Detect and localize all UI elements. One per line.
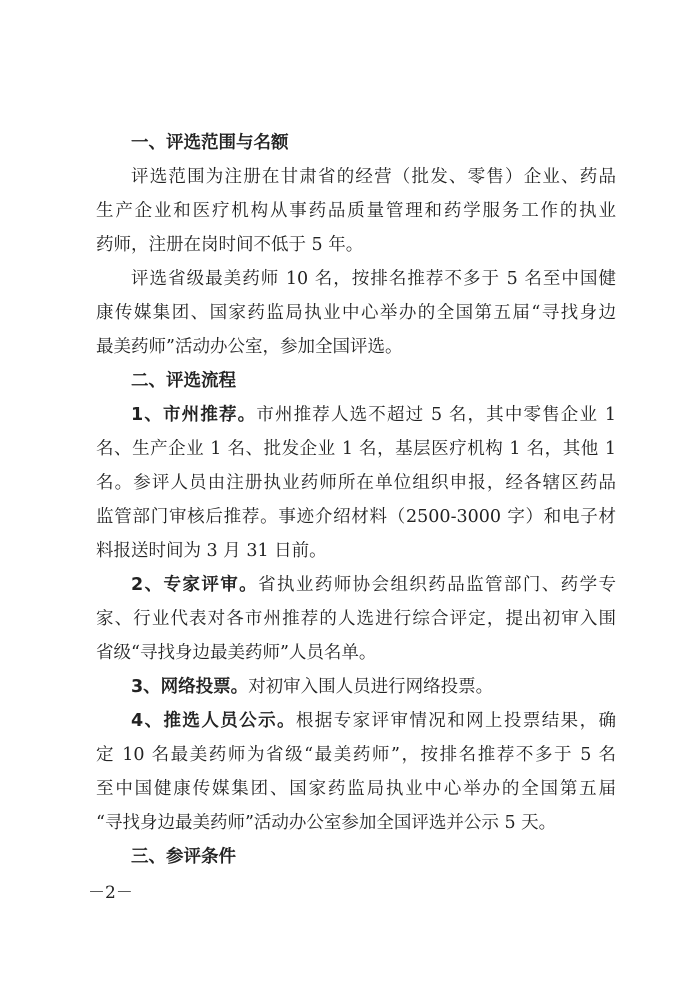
item-text: 对初审入围人员进行网络投票。 <box>248 677 494 697</box>
paragraph-line: “寻找身边最美药师”活动办公室参加全国评选并公示 5 天。 <box>96 813 557 833</box>
paragraph-line: 至中国健康传媒集团、国家药监局执业中心举办的全国第五届 <box>96 779 616 799</box>
paragraph-line: 家、行业代表对各市州推荐的人选进行综合评定，提出初审入围 <box>96 609 616 629</box>
paragraph-line: 定 10 名最美药师为省级“最美药师”，按排名推荐不多于 5 名 <box>96 745 616 765</box>
section-heading-process: 二、评选流程 <box>131 371 236 391</box>
paragraph-line <box>96 704 616 738</box>
paragraph-line: 康传媒集团、国家药监局执业中心举办的全国第五届“寻找身边 <box>96 303 616 323</box>
paragraph-line: 评选范围为注册在甘肃省的经营（批发、零售）企业、药品 <box>131 167 616 187</box>
page-number: －2－ <box>88 883 133 903</box>
item-text: 根据专家评审情况和网上投票结果，确 <box>295 711 616 731</box>
item-lead: 2、专家评审。 <box>131 575 259 595</box>
item-lead: 4、推选人员公示。 <box>131 711 296 731</box>
item-lead: 1、市州推荐。 <box>131 405 257 425</box>
paragraph-line: 料报送时间为 3 月 31 日前。 <box>96 541 327 561</box>
paragraph-line: 名、生产企业 1 名、批发企业 1 名，基层医疗机构 1 名，其他 1 <box>96 439 616 459</box>
paragraph-line: 最美药师”活动办公室，参加全国评选。 <box>96 337 403 357</box>
section-heading-scope: 一、评选范围与名额 <box>131 133 289 153</box>
paragraph-line <box>96 568 616 602</box>
paragraph-line: 省级“寻找身边最美药师”人员名单。 <box>96 643 377 663</box>
paragraph-line <box>96 670 616 704</box>
paragraph-line: 药师，注册在岗时间不低于 5 年。 <box>96 235 364 255</box>
process-item-vote <box>96 670 616 704</box>
document-body <box>96 126 616 874</box>
item-lead: 3、网络投票。 <box>131 677 249 697</box>
paragraph-scope <box>96 160 616 262</box>
paragraph-quota <box>96 262 616 364</box>
paragraph-line: 监管部门审核后推荐。事迹介绍材料（2500-3000 字）和电子材 <box>96 507 616 527</box>
item-text: 市州推荐人选不超过 5 名，其中零售企业 1 <box>256 405 616 425</box>
paragraph-line <box>96 398 616 432</box>
paragraph-line: 名。参评人员由注册执业药师所在单位组织申报，经各辖区药品 <box>96 473 616 493</box>
paragraph-line: 生产企业和医疗机构从事药品质量管理和药学服务工作的执业 <box>96 201 616 221</box>
item-text: 省执业药师协会组织药品监管部门、药学专 <box>258 575 617 595</box>
process-item-expert <box>96 568 616 670</box>
process-item-city <box>96 398 616 568</box>
section-heading-criteria: 三、参评条件 <box>131 847 236 867</box>
process-item-publicity <box>96 704 616 840</box>
paragraph-line: 评选省级最美药师 10 名，按排名推荐不多于 5 名至中国健 <box>131 269 616 289</box>
